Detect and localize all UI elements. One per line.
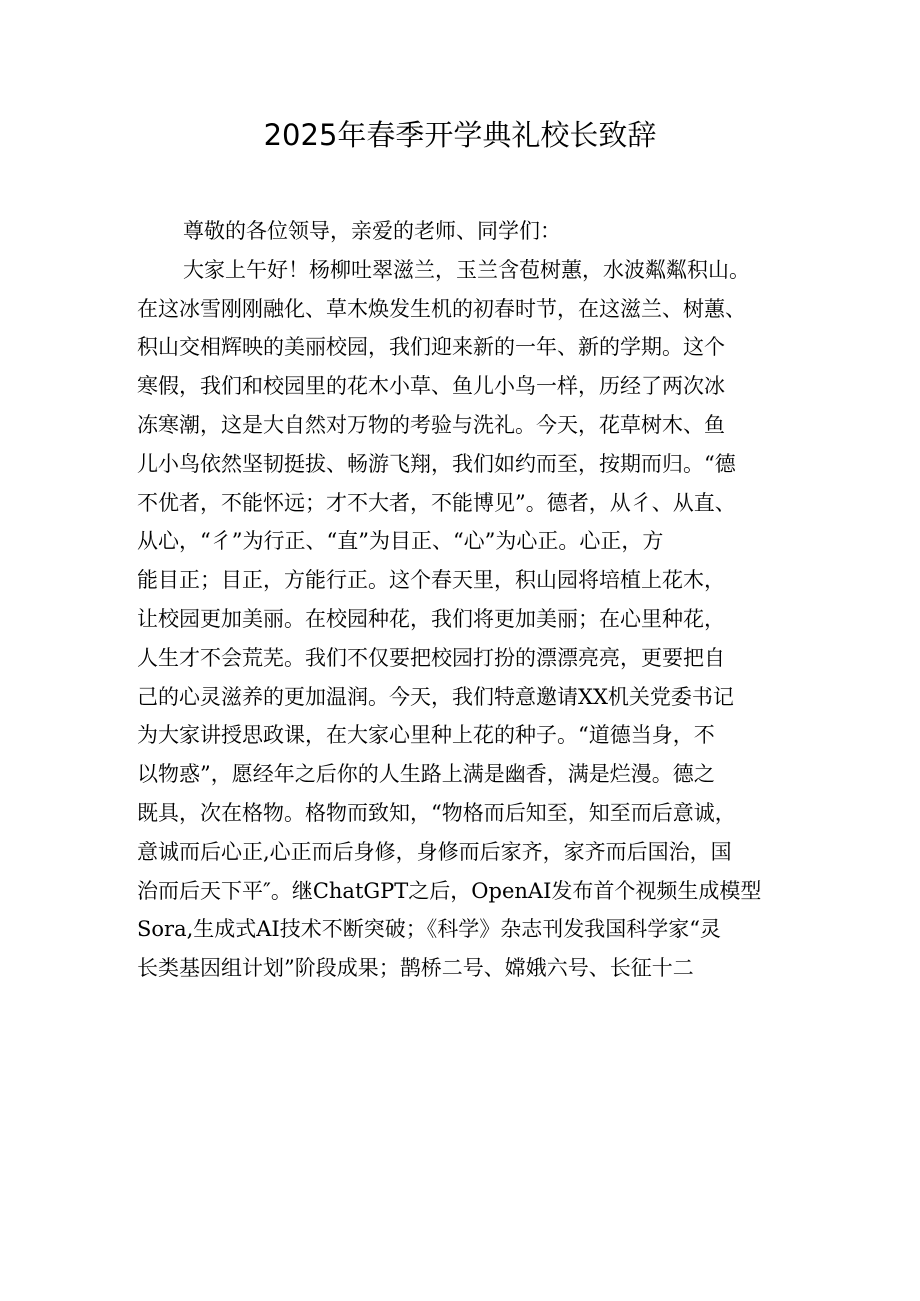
paragraph-line: 以物惑”，愿经年之后你的人生路上满是幽香，满是烂漫。德之 [137,762,715,787]
paragraph-line: 不优者，不能怀远；才不大者，不能博见”。德者，从彳、从直、 [137,490,736,515]
paragraph-line: 人生才不会荒芜。我们不仅要把校园打扮的漂漂亮亮，更要把自 [137,645,725,670]
paragraph-line: 寒假，我们和校园里的花木小草、鱼儿小鸟一样，历经了两次冰 [137,374,725,399]
paragraph-line: 在这冰雪刚刚融化、草木焕发生机的初春时节，在这滋兰、树蕙、 [137,296,746,321]
paragraph-line: 儿小鸟依然坚韧挺拔、畅游飞翔，我们如约而至，按期而归。“德 [137,451,736,476]
paragraph-line: 能目正；目正，方能行正。这个春天里，积山园将培植上花木， [137,568,725,593]
paragraph-line: 意诚而后心正,心正而后身修，身修而后家齐，家齐而后国治，国 [137,839,732,864]
paragraph-line: 让校园更加美丽。在校园种花，我们将更加美丽；在心里种花， [137,606,725,631]
paragraph-line: 积山交相辉映的美丽校园，我们迎来新的一年、新的学期。这个 [137,335,725,360]
paragraph-line: 冻寒潮，这是大自然对万物的考验与洗礼。今天，花草树木、鱼 [137,412,725,437]
document-title: 2025年春季开学典礼校长致辞 [263,118,657,152]
paragraph-line: Sora,生成式AI技术不断突破；《科学》杂志刊发我国科学家“灵 [137,917,721,942]
paragraph-line: 为大家讲授思政课，在大家心里种上花的种子。“道德当身，不 [137,723,715,748]
paragraph-line: 从心，“彳”为行正、“直”为目正、“心”为心正。心正，方 [137,529,664,554]
speech-body [137,212,805,988]
paragraph-line: 治而后天下平″。继ChatGPT之后，OpenAI发布首个视频生成模型 [137,878,762,903]
salutation-line: 尊敬的各位领导，亲爱的老师、同学们： [183,219,561,243]
paragraph-line: 大家上午好！杨柳吐翠滋兰，玉兰含苞树蕙，水波粼粼积山。 [183,257,750,282]
paragraph-line: 长类基因组计划”阶段成果；鹊桥二号、嫦娥六号、长征十二 [137,956,694,981]
paragraph-line: 既具，次在格物。格物而致知，“物格而后知至，知至而后意诚， [137,800,736,825]
paragraph-line: 己的心灵滋养的更加温润。今天，我们特意邀请XX机关党委书记 [137,684,734,709]
